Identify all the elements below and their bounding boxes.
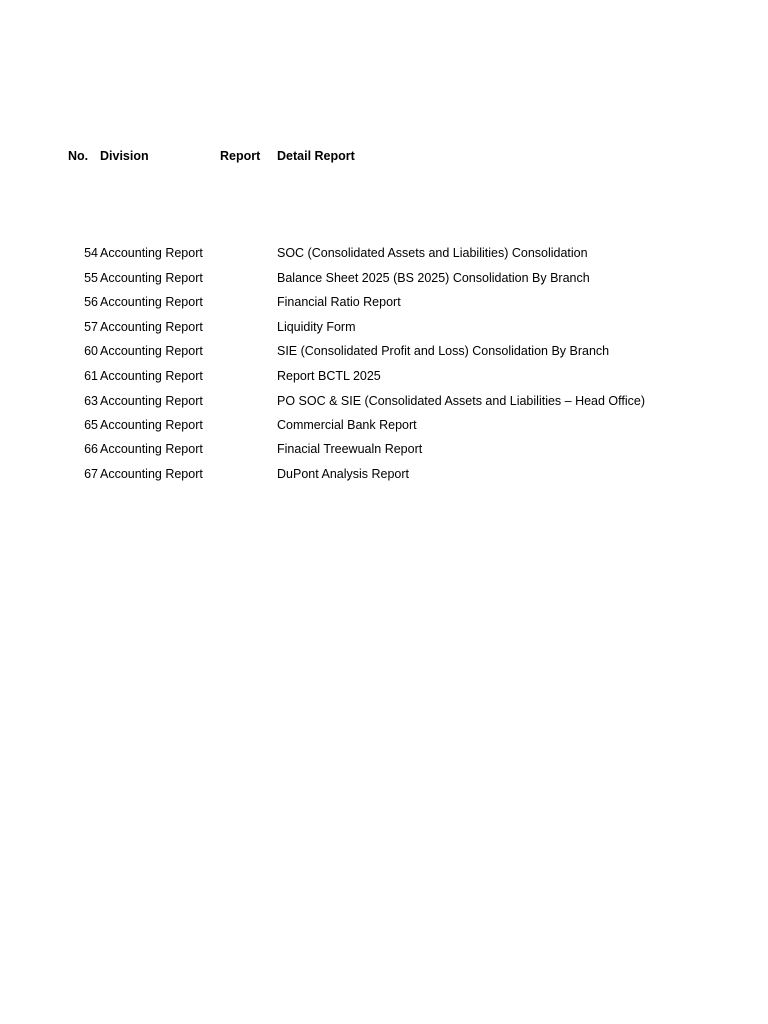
- table-row: [0, 441, 768, 465]
- table-row: [0, 294, 768, 318]
- table-row: [0, 393, 768, 417]
- row-detail-report: SIE (Consolidated Profit and Loss) Consolidation By Branch: [277, 344, 610, 358]
- row-division: Accounting Report: [100, 418, 203, 432]
- table-row: [0, 343, 768, 367]
- header-report: Report: [220, 149, 261, 163]
- row-number: 67: [84, 467, 98, 481]
- table-row: [0, 466, 768, 490]
- row-detail-report: Balance Sheet 2025 (BS 2025) Consolidation By Branch: [277, 271, 590, 285]
- table-row: [0, 270, 768, 294]
- row-division: Accounting Report: [100, 369, 203, 383]
- table-row: [0, 417, 768, 441]
- row-number: 55: [84, 271, 98, 285]
- table-row: [0, 368, 768, 392]
- row-detail-report: Liquidity Form: [277, 320, 356, 334]
- table-row: [0, 245, 768, 269]
- header-detail-report: Detail Report: [277, 149, 355, 163]
- row-number: 63: [84, 394, 98, 408]
- row-detail-report: Commercial Bank Report: [277, 418, 417, 432]
- row-division: Accounting Report: [100, 394, 203, 408]
- row-division: Accounting Report: [100, 344, 203, 358]
- row-number: 56: [84, 295, 98, 309]
- row-detail-report: SOC (Consolidated Assets and Liabilities) Consolidation: [277, 246, 588, 260]
- row-number: 57: [84, 320, 98, 334]
- row-division: Accounting Report: [100, 246, 203, 260]
- row-number: 54: [84, 246, 98, 260]
- row-division: Accounting Report: [100, 271, 203, 285]
- row-detail-report: PO SOC & SIE (Consolidated Assets and Liabilities – Head Office): [277, 394, 646, 408]
- header-no: No.: [68, 149, 89, 163]
- header-division: Division: [100, 149, 149, 163]
- row-number: 66: [84, 442, 98, 456]
- row-detail-report: Financial Ratio Report: [277, 295, 401, 309]
- row-number: 60: [84, 344, 98, 358]
- row-detail-report: Finacial Treewualn Report: [277, 442, 423, 456]
- row-number: 65: [84, 418, 98, 432]
- row-number: 61: [84, 369, 98, 383]
- row-division: Accounting Report: [100, 442, 203, 456]
- row-division: Accounting Report: [100, 467, 203, 481]
- row-division: Accounting Report: [100, 295, 203, 309]
- table-row: [0, 319, 768, 343]
- row-division: Accounting Report: [100, 320, 203, 334]
- row-detail-report: Report BCTL 2025: [277, 369, 381, 383]
- row-detail-report: DuPont Analysis Report: [277, 467, 410, 481]
